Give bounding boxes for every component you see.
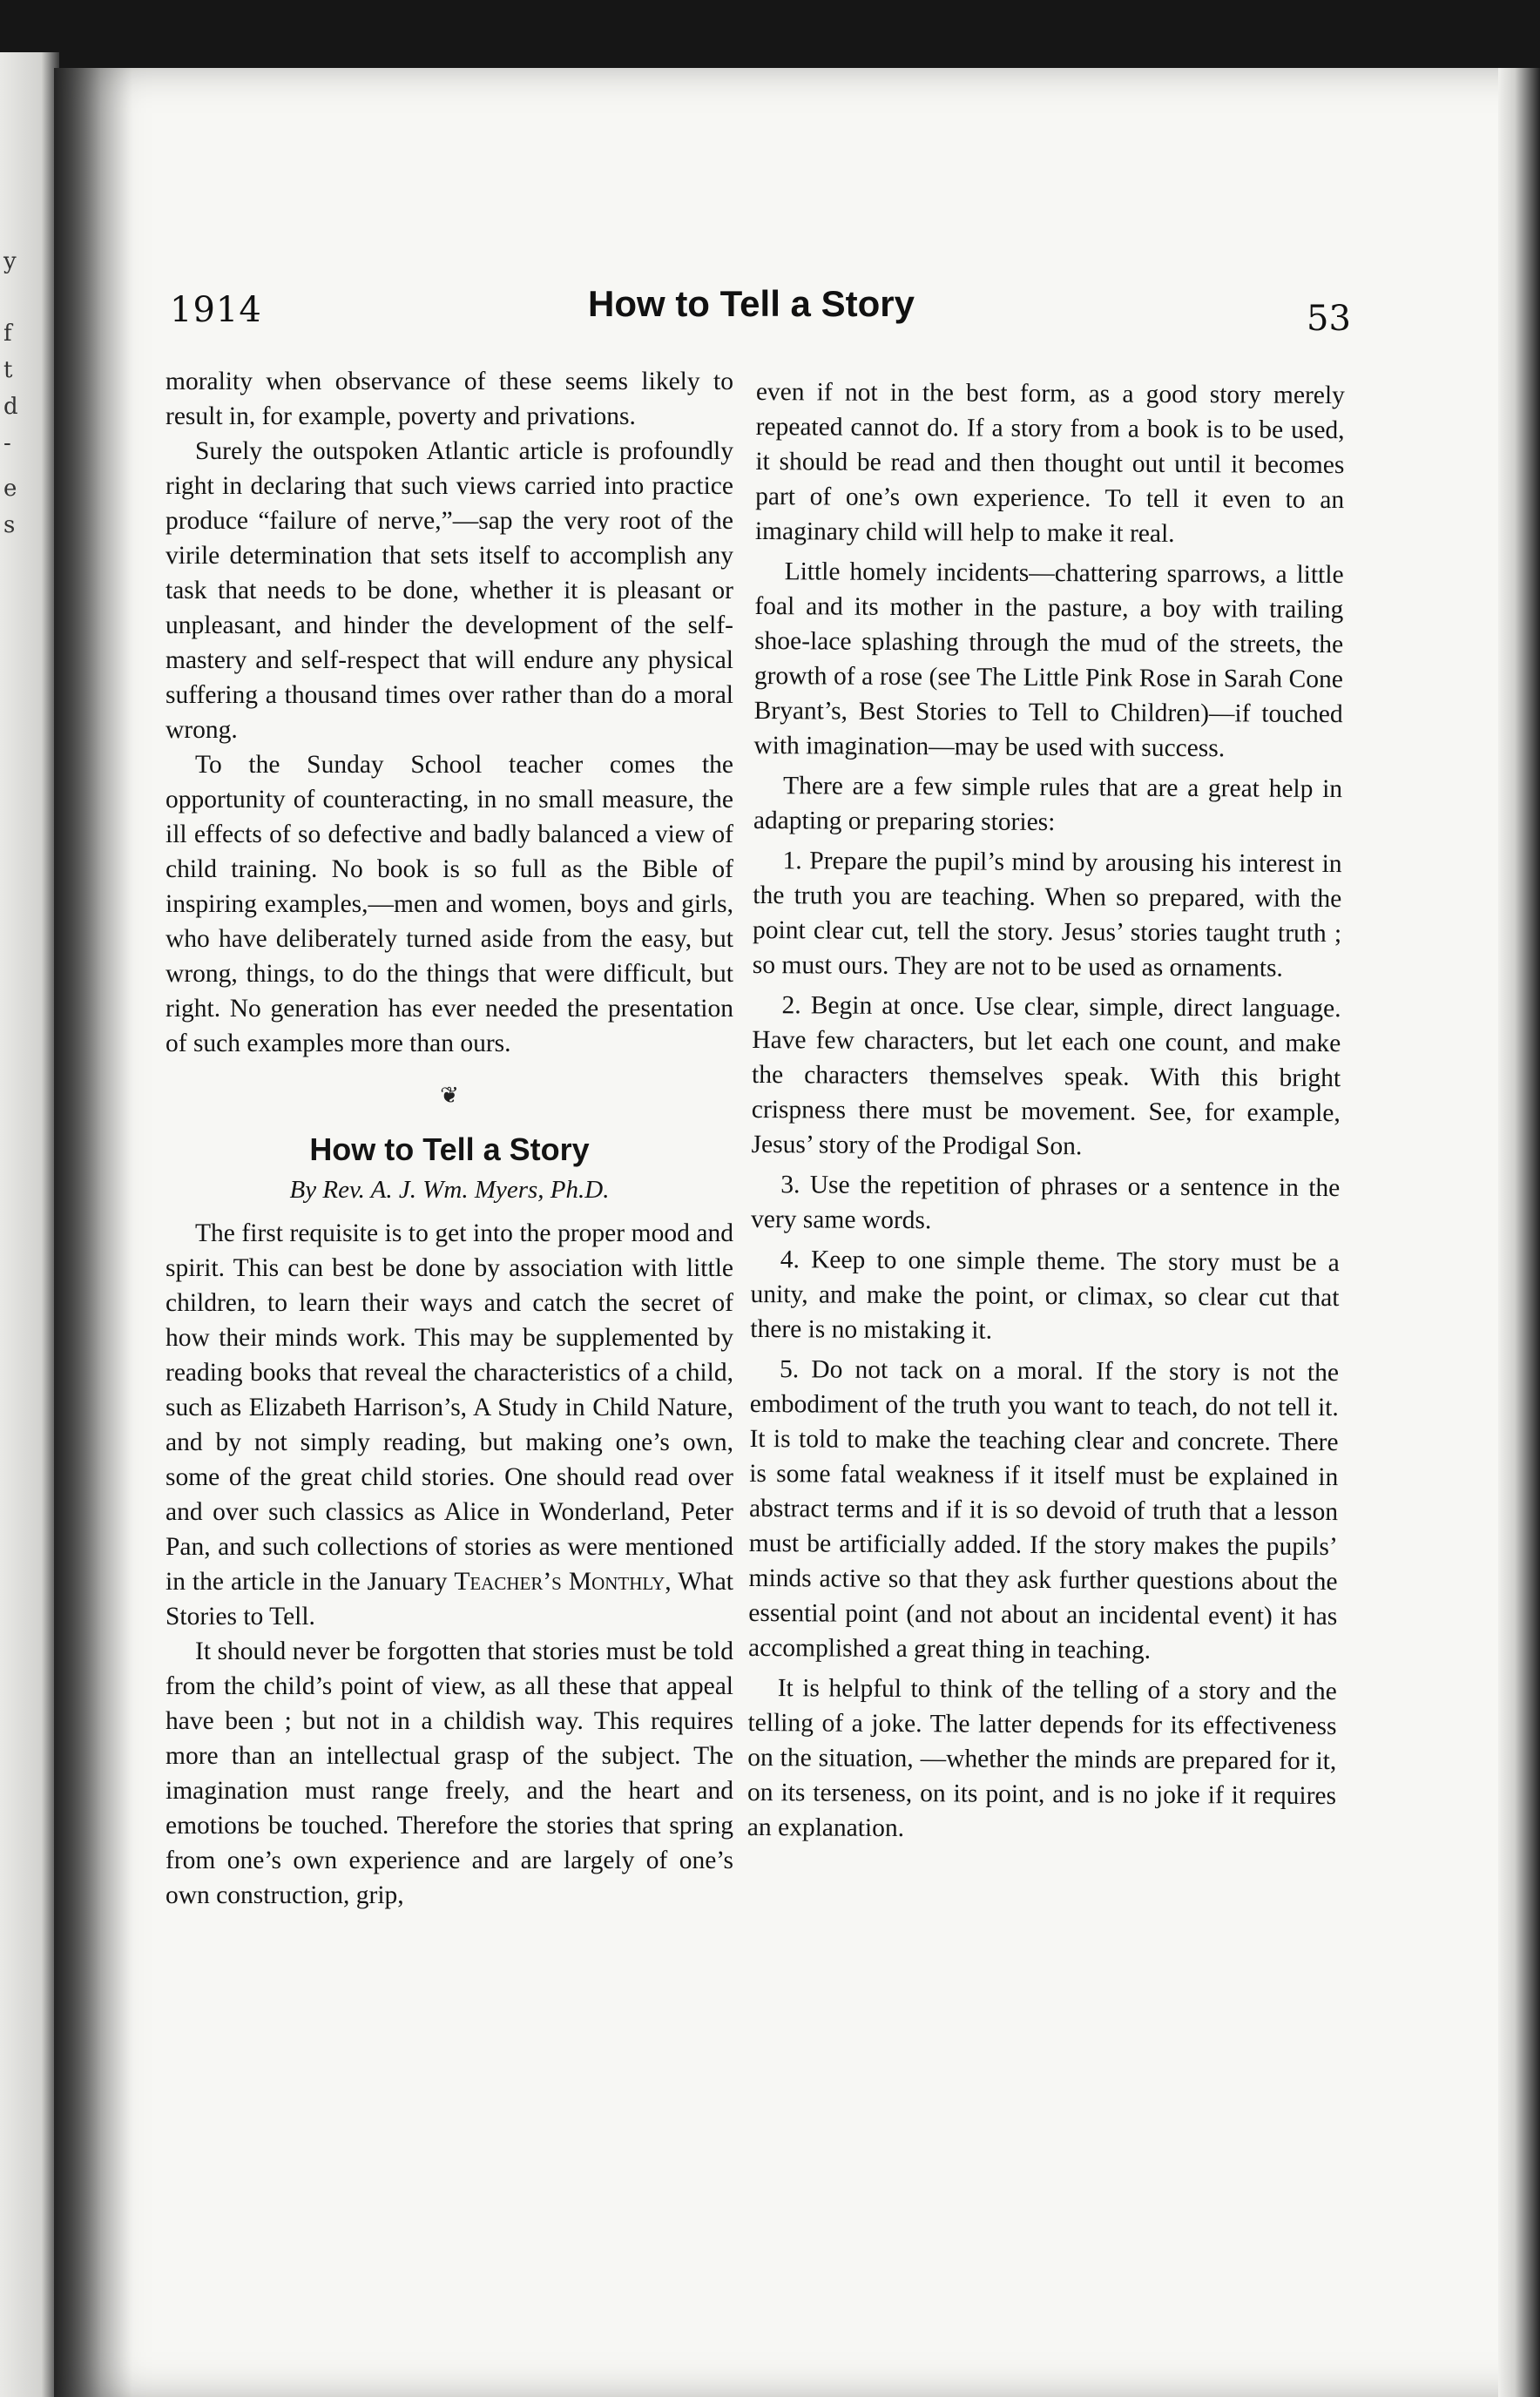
paragraph: It is helpful to think of the telling of a story and the telling of a joke. The latter depends for its effectiveness on the situation, —whether the minds are prepared for it, on its terseness, on its point, and is no joke if it requires an explanation. bbox=[746, 1674, 1337, 1843]
page-number: 53 bbox=[1307, 299, 1351, 339]
paragraph-text: , What Stories to Tell. bbox=[165, 1568, 734, 1631]
prev-page-fragment: s bbox=[3, 512, 16, 538]
prev-page-fragment: - bbox=[3, 430, 11, 456]
paragraph: There are a few simple rules that are a great help in adapting or preparing stories: bbox=[753, 772, 1343, 837]
article-title: How to Tell a Story bbox=[309, 1131, 590, 1167]
rule-item: 2. Begin at once. Use clear, simple, direct language. Have few characters, but let each one count, and make the characters themselves speak. With this bright crispness there must be movement. See, for example, Jesus’ story of the Prodigal Son. bbox=[751, 991, 1341, 1161]
previous-page-edge bbox=[0, 52, 59, 2397]
left-column bbox=[165, 364, 733, 1913]
running-head bbox=[170, 283, 1351, 344]
paragraph: Surely the outspoken Atlantic article is profoundly right in declaring that such views carried into practice produce “failure of nerve,”—sap the very root of the virile determination that sets itself to accomplish any task that needs to be done, whether it is pleasant or unpleasant, and hinder the development of the self-mastery and self-respect that will endure any physical suffering a thousand times over rather than do a moral wrong. bbox=[165, 437, 733, 744]
paragraph: It should never be forgotten that stories must be told from the child’s point of view, as all these that appeal have been ; but not in a childish way. This requires more than an intellectual grasp of the subject. The imagination must range freely, and the heart and emotions be touched. Therefore the stories that spring from one’s own experience and are largely of one’s own construction, grip, bbox=[165, 1637, 733, 1909]
page-gutter-shadow bbox=[54, 68, 132, 2397]
running-head-year: 1914 bbox=[170, 290, 262, 330]
running-head-title: How to Tell a Story bbox=[588, 283, 915, 324]
rule-item: 3. Use the repetition of phrases or a sentence in the very same words. bbox=[750, 1171, 1341, 1235]
page-right-edge bbox=[1498, 68, 1540, 2397]
paragraph: even if not in the best form, as a good story merely repeated cannot do. If a story from a book is to be used, it should be read and then thought out until it becomes part of one’s own experience. To tell it even to an imaginary child will help to make it real. bbox=[754, 377, 1345, 548]
paragraph: Little homely incidents—chattering sparrows, a little foal and its mother in the pasture, a boy with trailing shoe-lace splashing through the mud of the streets, the growth of a rose (see The Little Pink Rose in Sarah Cone Bryant’s, Best Stories to Tell to Children)—if touched with imagination—may be used with success. bbox=[753, 557, 1344, 763]
rule-item: 1. Prepare the pupil’s mind by arousing his interest in the truth you are teaching. When so prepared, with the point clear cut, tell the story. Jesus’ stories taught truth ; so must ours. They are not to be used as ornaments. bbox=[752, 847, 1342, 982]
prev-page-fragment: f bbox=[3, 321, 12, 347]
ornament-divider: ❦ bbox=[440, 1083, 459, 1108]
paragraph bbox=[165, 1216, 733, 1634]
scan-border-top bbox=[0, 0, 1540, 70]
prev-page-fragment: y bbox=[3, 248, 17, 274]
publication-name: Teacher’s Monthly bbox=[454, 1568, 665, 1596]
paragraph-text: The first requisite is to get into the proper mood and spirit. This can best be done by association with little children, to learn their ways and catch the secret of how their minds work. This may be supplemented by reading books that reveal the characteristics of a child, such as Elizabeth Harrison’s, A Study in Child Nature, and by not simply reading, but making one’s own, some of the great child stories. One should read over and over such classics as Alice in Wonderland, Peter Pan, and such collections of stories as were mentioned in the article in the January bbox=[165, 1219, 733, 1596]
rule-item: 4. Keep to one simple theme. The story must be a unity, and make the point, or climax, so clear cut that there is no mistaking it. bbox=[750, 1246, 1340, 1345]
paragraph: To the Sunday School teacher comes the opportunity of counteracting, in no small measure, the ill effects of so defective and badly balanced a view of child training. No book is so full as the Bible of inspiring examples,—men and women, boys and girls, who have deliberately turned aside from the easy, but wrong, things, to do the things that were difficult, but right. No generation has ever needed the presentation of such examples more than ours. bbox=[165, 751, 733, 1057]
prev-page-fragment: e bbox=[3, 476, 17, 502]
right-column bbox=[747, 375, 1345, 1853]
article-byline: By Rev. A. J. Wm. Myers, Ph.D. bbox=[289, 1176, 610, 1204]
prev-page-fragment: t bbox=[3, 357, 13, 383]
paragraph: morality when observance of these seems likely to result in, for example, poverty and privations. bbox=[165, 368, 733, 430]
rule-item: 5. Do not tack on a moral. If the story is not the embodiment of the truth you want to teach, do not tell it. It is told to make the teaching clear and concrete. There is some fatal weakness if it itself must be explained in abstract terms and if it is so devoid of truth that a lesson must be artificially added. If the story makes the pupils’ minds active so that they ask further questions about the essential point (and not about an incidental event) it has accomplished a great thing in teaching. bbox=[747, 1355, 1340, 1664]
prev-page-fragment: d bbox=[3, 394, 18, 420]
